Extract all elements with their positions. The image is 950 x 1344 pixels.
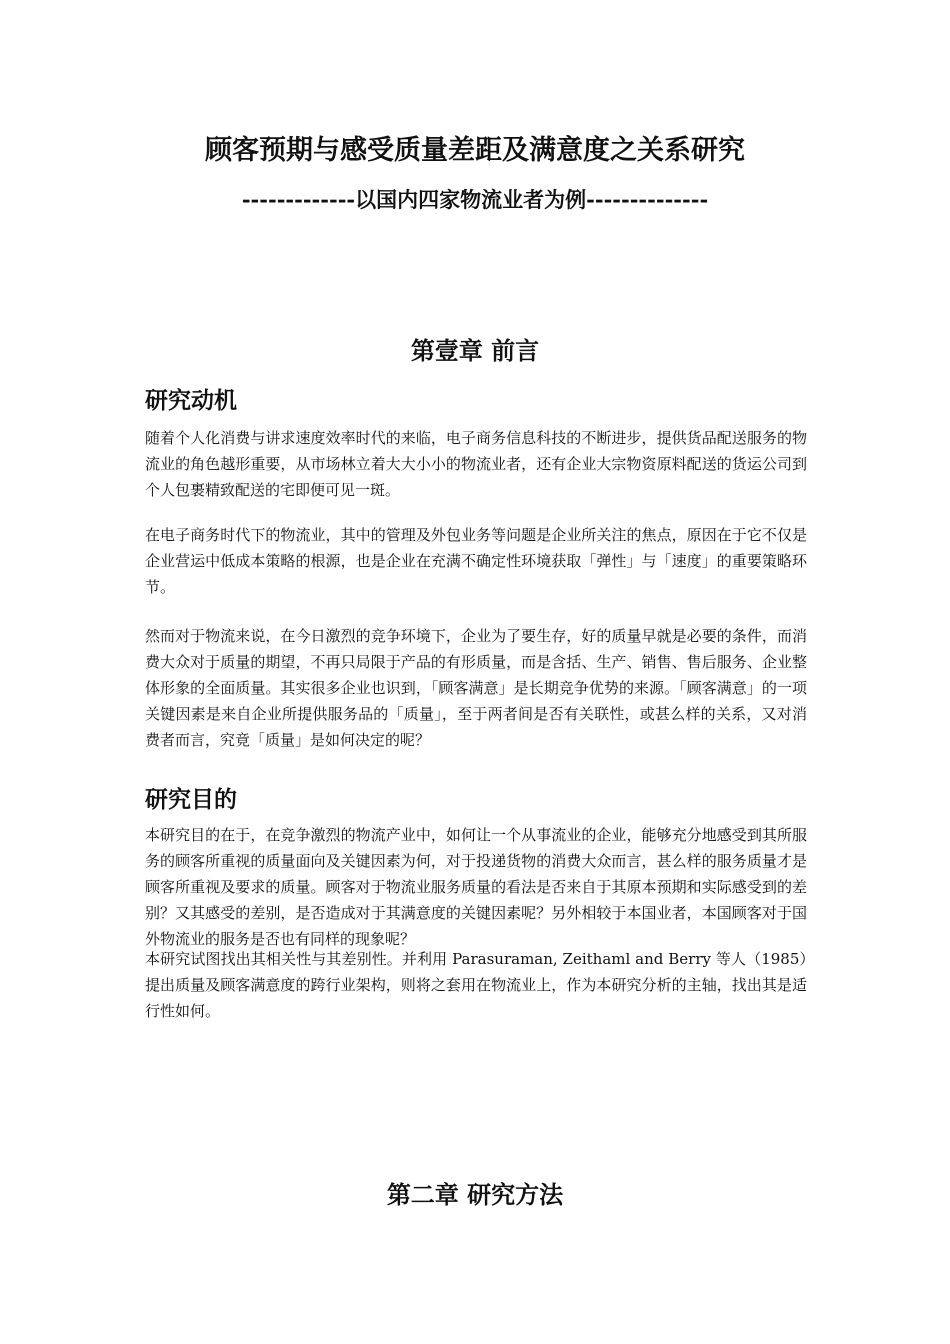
paragraph: 随着个人化消费与讲求速度效率时代的来临，电子商务信息科技的不断进步，提供货品配送服务的物流业的角色越形重要，从市场林立着大大小小的物流业者，还有企业大宗物资原料配送的货运公司到个人包裹精致配送的宅即便可见一斑。 xyxy=(145,429,807,499)
paragraph: 本研究试图找出其相关性与其差别性。并利用 Parasuraman, Zeithaml and Berry 等人（1985）提出质量及顾客满意度的跨行业架构，则将之套用在物流业上，作为本研究分析的主轴，找出其是适行性如何。 xyxy=(145,950,807,1020)
chapter-1-heading: 第壹章 前言 xyxy=(410,336,540,365)
chapter-2-heading: 第二章 研究方法 xyxy=(386,1180,564,1209)
document-subtitle: -------------以国内四家物流业者为例-------------- xyxy=(241,187,709,212)
document-title: 顾客预期与感受质量差距及满意度之关系研究 xyxy=(205,135,745,166)
paragraph: 本研究目的在于，在竞争激烈的物流产业中，如何让一个从事流业的企业，能够充分地感受到其所服务的顾客所重视的质量面向及关键因素为何，对于投递货物的消费大众而言，甚么样的服务质量才是顾客所重视及要求的质量。顾客对于物流业服务质量的看法是否来自于其原本预期和实际感受到的差别？又其感受的差别，是否造成对于其满意度的关键因素呢？另外相较于本国业者，本国顾客对于国外物流业的服务是否也有同样的现象呢？ xyxy=(145,826,807,948)
paragraph: 然而对于物流来说，在今日激烈的竞争环境下，企业为了要生存，好的质量早就是必要的条件，而消费大众对于质量的期望，不再只局限于产品的有形质量，而是含括、生产、销售、售后服务、企业整体形象的全面质量。其实很多企业也识到，「顾客满意」是长期竞争优势的来源。「顾客满意」的一项关键因素是来自企业所提供服务品的「质量」，至于两者间是否有关联性，或甚么样的关系，又对消费者而言，究竟「质量」是如何决定的呢？ xyxy=(145,627,807,749)
paragraph: 在电子商务时代下的物流业，其中的管理及外包业务等问题是企业所关注的焦点，原因在于它不仅是企业营运中低成本策略的根源，也是企业在充满不确定性环境获取「弹性」与「速度」的重要策略环节。 xyxy=(145,526,807,596)
section-heading-motivation: 研究动机 xyxy=(145,387,237,414)
section-heading-purpose: 研究目的 xyxy=(145,786,237,813)
